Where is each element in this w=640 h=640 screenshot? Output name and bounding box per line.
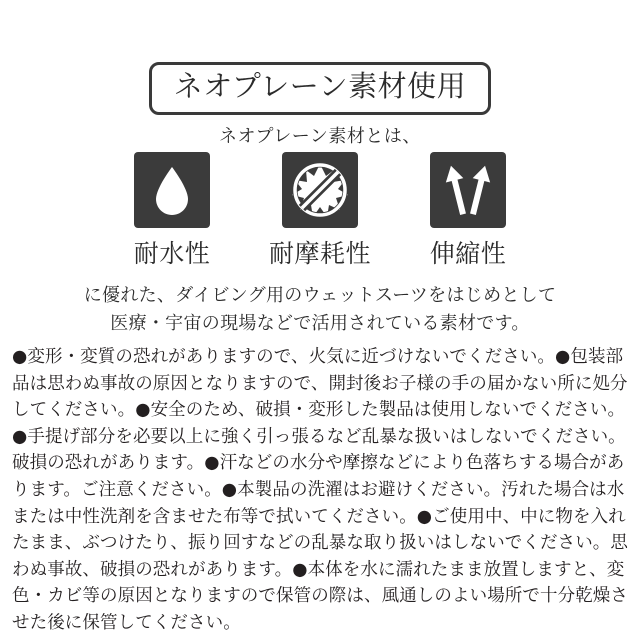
feature-label: 耐摩耗性 (268, 239, 371, 268)
feature-item-water-resistance (114, 152, 230, 270)
page-title: ネオプレーン素材使用 (149, 62, 491, 115)
feature-item-stretch (410, 152, 526, 270)
title-banner-wrap (0, 62, 640, 115)
feature-label: 伸縮性 (429, 239, 507, 268)
water-drop-icon (134, 152, 210, 228)
feature-icon-row (0, 152, 640, 270)
stretch-arrows-icon (430, 152, 506, 228)
feature-label: 耐水性 (133, 239, 211, 268)
no-abrasion-icon (282, 152, 358, 228)
sub-description-line-2: 医療・宇宙の現場などで活用されている素材です。 (110, 312, 530, 334)
notice-text: ●変形・変質の恐れがありますので、火気に近づけないでください。●包装部品は思わぬ事故の原因となりますので、開封後お子様の手の届かない所に処分してください。●安全のため、破損・変形した製品は使用しないでください。●手提げ部分を必要以上に強く引っ張るなど乱暴な扱いはしないでください。破損の恐れがあります。●汗などの水分や摩擦などにより色落ちする場合があります。ご注意ください。●本製品の洗濯はお避けください。汚れた場合は水または中性洗剤を含ませた布等で拭いてください。●ご使用中、中に物を入れたまま、ぶつけたり、振り回すなどの乱暴な取り扱いはしないでください。思わぬ事故、破損の恐れがあります。●本体を水に濡れたまま放置しますと、変色・カビ等の原因となりますので保管の際は、風通しのよい場所で十分乾燥させた後に保管してください。 (12, 347, 628, 633)
sub-description-line-1: に優れた、ダイビング用のウェットスーツをはじめとして (83, 285, 557, 306)
sub-description (0, 282, 640, 338)
feature-item-abrasion-resistance (262, 152, 378, 270)
lead-text: ネオプレーン素材とは、 (219, 126, 421, 147)
